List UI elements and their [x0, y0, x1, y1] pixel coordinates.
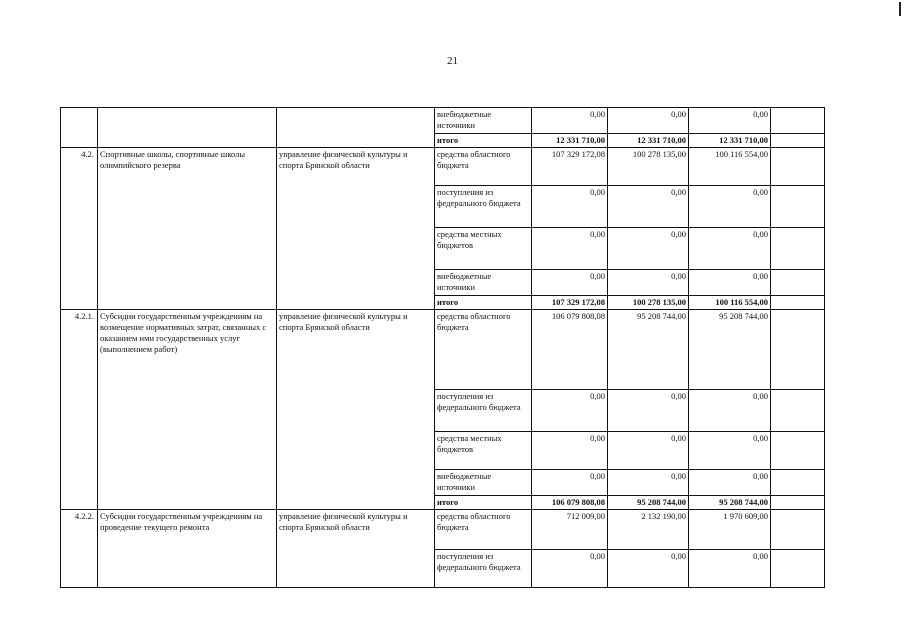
amount-cell: 0,00	[532, 432, 608, 470]
funding-source: внебюджетные источники	[435, 470, 532, 496]
funding-source: итого	[435, 134, 532, 148]
amount-cell: 12 331 710,00	[689, 134, 771, 148]
empty-cell	[771, 186, 825, 228]
funding-source: поступления из федерального бюджета	[435, 186, 532, 228]
funding-source: средства областного бюджета	[435, 510, 532, 550]
amount-cell: 106 079 808,08	[532, 310, 608, 390]
amount-cell: 0,00	[689, 186, 771, 228]
funding-source: средства областного бюджета	[435, 148, 532, 186]
table-row	[61, 148, 825, 186]
executor: управление физической культуры и спорта Брянской области	[277, 510, 435, 588]
amount-cell: 100 116 554,00	[689, 148, 771, 186]
empty-cell	[771, 470, 825, 496]
funding-source: поступления из федерального бюджета	[435, 550, 532, 588]
amount-cell: 0,00	[532, 390, 608, 432]
empty-cell	[771, 432, 825, 470]
table-row	[61, 108, 825, 134]
scan-edge-mark	[899, 2, 901, 16]
amount-cell: 107 329 172,08	[532, 148, 608, 186]
empty-cell	[771, 228, 825, 270]
empty-cell	[771, 108, 825, 134]
amount-cell: 0,00	[608, 108, 689, 134]
amount-cell: 0,00	[608, 270, 689, 296]
funding-source: средства местных бюджетов	[435, 432, 532, 470]
empty-cell	[771, 310, 825, 390]
amount-cell: 106 079 808,08	[532, 496, 608, 510]
amount-cell: 0,00	[608, 550, 689, 588]
amount-cell: 0,00	[689, 270, 771, 296]
amount-cell: 0,00	[532, 108, 608, 134]
funding-source: поступления из федерального бюджета	[435, 390, 532, 432]
amount-cell: 712 009,00	[532, 510, 608, 550]
item-code	[61, 108, 98, 148]
empty-cell	[771, 296, 825, 310]
empty-cell	[771, 270, 825, 296]
amount-cell: 0,00	[532, 550, 608, 588]
item-code: 4.2.2.	[61, 510, 98, 588]
funding-source: внебюджетные источники	[435, 270, 532, 296]
amount-cell: 95 208 744,00	[608, 496, 689, 510]
item-name: Субсидии государственным учреждениям на возмещение нормативных затрат, связанных с оказанием ими государственных услуг (выполнением работ)	[98, 310, 277, 510]
amount-cell: 0,00	[689, 550, 771, 588]
amount-cell: 0,00	[608, 432, 689, 470]
item-name: Спортивные школы, спортивные школы олимпийского резерва	[98, 148, 277, 310]
amount-cell: 12 331 710,00	[608, 134, 689, 148]
page-number: 21	[447, 55, 458, 67]
executor: управление физической культуры и спорта Брянской области	[277, 148, 435, 310]
amount-cell: 0,00	[532, 270, 608, 296]
item-name	[98, 108, 277, 148]
empty-cell	[771, 510, 825, 550]
amount-cell: 100 278 135,00	[608, 148, 689, 186]
amount-cell: 0,00	[532, 186, 608, 228]
empty-cell	[771, 148, 825, 186]
executor: управление физической культуры и спорта Брянской области	[277, 310, 435, 510]
empty-cell	[771, 390, 825, 432]
item-code: 4.2.	[61, 148, 98, 310]
executor	[277, 108, 435, 148]
amount-cell: 0,00	[608, 470, 689, 496]
amount-cell: 0,00	[532, 228, 608, 270]
amount-cell: 0,00	[689, 108, 771, 134]
funding-source: внебюджетные источники	[435, 108, 532, 134]
table-row	[61, 310, 825, 390]
amount-cell: 0,00	[608, 186, 689, 228]
amount-cell: 107 329 172,08	[532, 296, 608, 310]
amount-cell: 100 278 135,00	[608, 296, 689, 310]
empty-cell	[771, 550, 825, 588]
item-name: Субсидии государственным учреждениям на проведение текущего ремонта	[98, 510, 277, 588]
amount-cell: 95 208 744,00	[608, 310, 689, 390]
funding-source: итого	[435, 496, 532, 510]
funding-source: средства областного бюджета	[435, 310, 532, 390]
amount-cell: 0,00	[689, 228, 771, 270]
table-row	[61, 510, 825, 550]
empty-cell	[771, 496, 825, 510]
item-code: 4.2.1.	[61, 310, 98, 510]
amount-cell: 100 116 554,00	[689, 296, 771, 310]
amount-cell: 2 132 190,00	[608, 510, 689, 550]
amount-cell: 1 970 609,00	[689, 510, 771, 550]
amount-cell: 12 331 710,00	[532, 134, 608, 148]
empty-cell	[771, 134, 825, 148]
amount-cell: 0,00	[689, 432, 771, 470]
amount-cell: 0,00	[608, 228, 689, 270]
budget-table	[60, 107, 825, 588]
funding-source: итого	[435, 296, 532, 310]
funding-source: средства местных бюджетов	[435, 228, 532, 270]
amount-cell: 0,00	[689, 390, 771, 432]
amount-cell: 0,00	[689, 470, 771, 496]
amount-cell: 0,00	[532, 470, 608, 496]
amount-cell: 95 208 744,00	[689, 310, 771, 390]
amount-cell: 95 208 744,00	[689, 496, 771, 510]
amount-cell: 0,00	[608, 390, 689, 432]
